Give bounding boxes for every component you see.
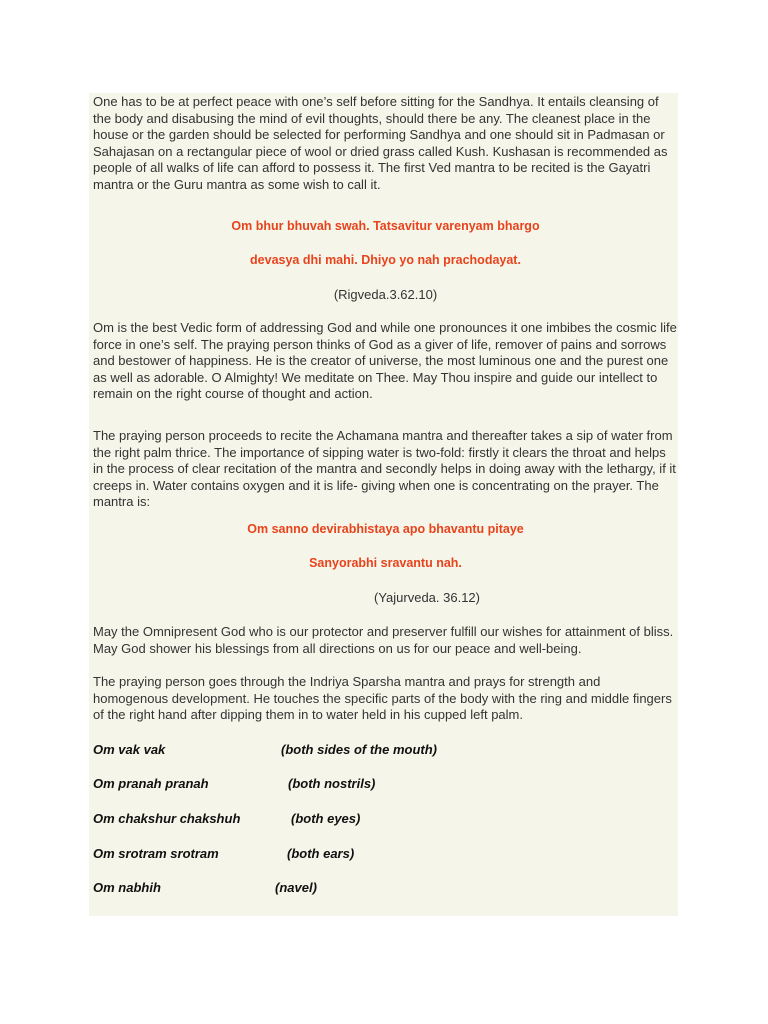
sparsha-body-part: (both eyes): [291, 811, 361, 826]
sparsha-mantra: Om nabhih: [93, 880, 161, 895]
sparsha-mantra: Om pranah pranah: [93, 776, 209, 791]
sparsha-mantra: Om chakshur chakshuh: [93, 811, 241, 826]
sparsha-mantra: Om srotram srotram: [93, 846, 219, 861]
gayatri-meaning-paragraph: Om is the best Vedic form of addressing God and while one pronounces it one imbibes the cosmic life force in one’s self. The praying person thinks of God as a giver of life, remover of pains and sorrows and bestower of happiness. He is the creator of universe, the most luminous one and the purest one as well as adorable. O Almighty! We meditate on Thee. May Thou inspire and guide our intellect to remain on the right course of thought and action.: [93, 320, 677, 401]
gayatri-mantra-line-2: devasya dhi mahi. Dhiyo yo nah prachodayat.: [250, 253, 521, 267]
sparsha-mantra: Om vak vak: [93, 742, 166, 757]
intro-paragraph: One has to be at perfect peace with one’s self before sitting for the Sandhya. It entails cleansing of the body and disabusing the mind of evil thoughts, should there be any. The cleanest place in the house or the garden should be selected for performing Sandhya and one should sit in Padmasan or Sahajasan on a rectangular piece of wool or dried grass called Kush. Kushasan is recommended as people of all walks of life can afford to possess it. The first Ved mantra to be recited is the Gayatri mantra or the Guru mantra as some wish to call it.: [93, 94, 668, 192]
achamana-paragraph: The praying person proceeds to recite the Achamana mantra and thereafter takes a sip of water from the right palm thrice. The importance of sipping water is two-fold: firstly it clears the throat and helps in the process of clear recitation of the mantra and secondly helps in doing away with the lethargy, if it creeps in. Water contains oxygen and it is life- giving when one is concentrating on the prayer. The mantra is:: [93, 428, 676, 509]
sparsha-body-part: (both sides of the mouth): [281, 742, 437, 757]
achamana-mantra-line-1: Om sanno devirabhistaya apo bhavantu pitaye: [247, 522, 524, 536]
indriya-sparsha-paragraph: The praying person goes through the Indriya Sparsha mantra and prays for strength and homogenous development. He touches the specific parts of the body with the ring and middle fingers of the right hand after dipping them in to water held in his cupped left palm.: [93, 674, 672, 722]
achamana-reference: (Yajurveda. 36.12): [374, 590, 480, 605]
achamana-mantra-line-2: Sanyorabhi sravantu nah.: [309, 556, 462, 570]
gayatri-reference: (Rigveda.3.62.10): [333, 287, 438, 302]
sparsha-body-part: (both ears): [287, 846, 355, 861]
gayatri-mantra-line-1: Om bhur bhuvah swah. Tatsavitur varenyam bhargo: [231, 219, 540, 233]
sparsha-body-part: (navel): [275, 880, 317, 895]
achamana-meaning-paragraph: May the Omnipresent God who is our protector and preserver fulfill our wishes for attainment of bliss. May God shower his blessings from all directions on us for our peace and well-being.: [93, 624, 674, 656]
sparsha-body-part: (both nostrils): [288, 776, 376, 791]
